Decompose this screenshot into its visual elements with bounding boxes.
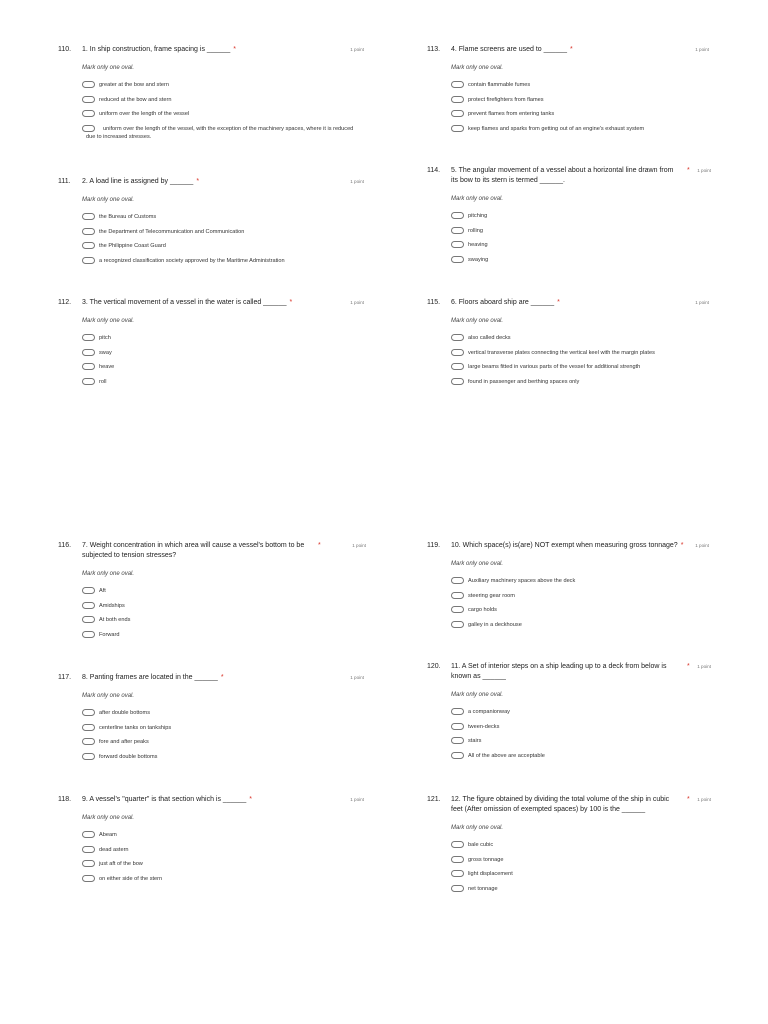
option-label: Amidships <box>99 602 125 609</box>
radio-oval[interactable] <box>451 125 464 132</box>
question-number: 110. <box>58 46 72 53</box>
question-number: 115. <box>427 299 441 306</box>
question-121 <box>427 795 711 899</box>
radio-oval[interactable] <box>451 241 464 248</box>
required-asterisk: * <box>557 299 560 306</box>
question-text: 1. In ship construction, frame spacing is ______ <box>82 46 231 53</box>
option-label: pitch <box>99 335 111 341</box>
question-header <box>58 298 364 308</box>
points-label: 1 point <box>695 543 709 548</box>
option-label: forward double bottoms <box>99 753 158 760</box>
option-label: Aft <box>99 588 106 594</box>
option-label: the Bureau of Customs <box>99 214 157 220</box>
option-label: Auxiliary machinery spaces above the deck <box>468 578 576 584</box>
radio-oval[interactable] <box>82 753 95 760</box>
option[interactable] <box>451 334 709 342</box>
option-label: All of the above are acceptable <box>468 752 545 759</box>
required-asterisk: * <box>687 796 690 803</box>
question-number: 114. <box>427 167 441 174</box>
option[interactable] <box>82 81 364 89</box>
radio-oval[interactable] <box>82 242 95 249</box>
option[interactable] <box>82 349 364 357</box>
option-label: cargo holds <box>468 607 497 614</box>
radio-oval[interactable] <box>451 96 464 103</box>
question-text: 11. A Set of interior steps on a ship leading up to a deck from below is known as ______ <box>451 663 667 680</box>
question-header <box>427 662 711 682</box>
required-asterisk: * <box>233 46 236 53</box>
points-label: 1 point <box>697 168 711 173</box>
radio-oval[interactable] <box>451 378 464 385</box>
required-asterisk: * <box>196 178 200 185</box>
option-label: prevent flames from entering tanks <box>468 111 555 118</box>
question-113 <box>427 45 709 139</box>
option[interactable] <box>82 631 364 639</box>
option-label: At both ends <box>99 617 131 624</box>
radio-oval[interactable] <box>82 831 95 838</box>
option[interactable] <box>451 96 709 104</box>
question-112 <box>58 298 364 392</box>
instruction: Mark only one oval. <box>82 693 135 699</box>
option-label: centerline tanks on tankships <box>99 724 172 731</box>
option-label: reduced at the bow and stern <box>99 96 172 103</box>
option[interactable] <box>82 602 364 610</box>
option[interactable] <box>82 738 364 746</box>
option-label: roll <box>99 378 107 385</box>
question-120 <box>427 662 711 766</box>
question-110 <box>58 45 364 147</box>
option-label: light displacement <box>468 871 513 878</box>
required-asterisk: * <box>289 299 293 306</box>
radio-oval[interactable] <box>82 875 95 882</box>
option-label: steering gear room <box>468 592 515 599</box>
points-label: 1 point <box>697 664 711 669</box>
question-111 <box>58 177 364 271</box>
radio-oval[interactable] <box>451 606 464 613</box>
radio-oval[interactable] <box>451 110 464 117</box>
option[interactable] <box>82 831 364 839</box>
option[interactable] <box>82 753 364 761</box>
option-label: the Department of Telecommunication and Communication <box>99 228 245 235</box>
question-text: 10. Which space(s) is(are) NOT exempt when measuring gross tonnage? <box>451 542 678 549</box>
option-label: a companionway <box>468 709 510 715</box>
option[interactable] <box>451 723 709 731</box>
radio-oval[interactable] <box>82 125 95 132</box>
option-label: heave <box>99 364 115 371</box>
instruction: Mark only one oval. <box>82 571 135 577</box>
option[interactable] <box>82 110 364 118</box>
question-header <box>427 795 711 815</box>
option-label: fore and after peaks <box>99 739 149 746</box>
option[interactable] <box>451 256 709 264</box>
option[interactable] <box>82 846 364 854</box>
option-label: large beams fitted in various parts of the vessel for additional strength <box>468 364 641 371</box>
radio-oval[interactable] <box>82 81 95 88</box>
required-asterisk: * <box>249 796 253 803</box>
option[interactable] <box>82 96 364 104</box>
question-114 <box>427 166 711 270</box>
radio-oval[interactable] <box>82 378 95 385</box>
question-number: 117. <box>58 674 72 681</box>
radio-oval[interactable] <box>82 334 95 341</box>
question-text: 7. Weight concentration in which area will cause a vessel's bottom to be subjected to tension stresses? <box>82 542 305 559</box>
option-label: greater at the bow and stern <box>99 82 169 88</box>
radio-oval[interactable] <box>82 724 95 731</box>
radio-oval[interactable] <box>451 212 464 219</box>
option[interactable] <box>451 621 709 629</box>
option[interactable] <box>451 349 709 357</box>
points-label: 1 point <box>695 47 709 52</box>
option[interactable] <box>82 257 364 265</box>
option[interactable] <box>82 709 364 717</box>
option-label: a recognized classification society approved by the Maritime Administration <box>99 257 285 264</box>
instruction: Mark only one oval. <box>82 815 135 821</box>
question-header <box>427 45 709 55</box>
radio-oval[interactable] <box>82 96 95 103</box>
required-asterisk: * <box>680 542 684 549</box>
points-label: 1 point <box>695 300 709 305</box>
points-label: 1 point <box>350 47 364 52</box>
required-asterisk: * <box>318 542 321 549</box>
option[interactable] <box>451 125 709 133</box>
question-header <box>58 673 364 683</box>
option[interactable] <box>451 363 709 371</box>
radio-oval[interactable] <box>82 213 95 220</box>
radio-oval[interactable] <box>82 846 95 853</box>
option-label: just aft of the bow <box>99 861 143 868</box>
option[interactable] <box>451 841 709 849</box>
option[interactable] <box>82 334 364 342</box>
option-label: after double bottoms <box>99 710 150 716</box>
option-label: swaying <box>468 256 489 263</box>
question-number: 119. <box>427 542 441 549</box>
option[interactable] <box>451 737 709 745</box>
option[interactable] <box>82 587 364 595</box>
instruction: Mark only one oval. <box>451 561 504 567</box>
option-label: rolling <box>468 227 483 234</box>
points-label: 1 point <box>350 179 364 184</box>
option[interactable] <box>451 592 709 600</box>
instruction: Mark only one oval. <box>82 65 135 71</box>
option[interactable] <box>451 606 709 614</box>
required-asterisk: * <box>687 663 690 670</box>
option[interactable] <box>451 212 709 220</box>
radio-oval[interactable] <box>451 841 464 848</box>
option-label: protect firefighters from flames <box>468 96 544 103</box>
option[interactable] <box>82 228 364 236</box>
radio-oval[interactable] <box>82 709 95 716</box>
radio-oval[interactable] <box>451 708 464 715</box>
radio-oval[interactable] <box>451 577 464 584</box>
option-label: uniform over the length of the vessel, with the exception of the machinery spaces, where it is reduced due to increased stresses. <box>86 125 354 140</box>
question-text: 8. Panting frames are located in the ______ <box>82 674 218 681</box>
option[interactable] <box>82 378 364 386</box>
option[interactable] <box>82 213 364 221</box>
question-text: 12. The figure obtained by dividing the total volume of the ship in cubic feet (After omission of exempted spaces) by 100 is the ______ <box>451 796 670 813</box>
radio-oval[interactable] <box>451 885 464 892</box>
radio-oval[interactable] <box>451 81 464 88</box>
radio-oval[interactable] <box>451 227 464 234</box>
option[interactable] <box>451 227 709 235</box>
question-number: 118. <box>58 796 72 803</box>
option[interactable] <box>451 81 709 89</box>
option[interactable] <box>82 616 364 624</box>
radio-oval[interactable] <box>82 631 95 638</box>
radio-oval[interactable] <box>451 723 464 730</box>
instruction: Mark only one oval. <box>451 825 504 831</box>
option-label: pitching <box>468 213 488 219</box>
question-118 <box>58 795 364 889</box>
radio-oval[interactable] <box>451 752 464 759</box>
option[interactable] <box>451 110 709 118</box>
required-asterisk: * <box>569 46 573 53</box>
option-label: vertical transverse plates connecting the vertical keel with the margin plates <box>468 349 655 356</box>
radio-oval[interactable] <box>451 256 464 263</box>
question-number: 121. <box>427 796 441 803</box>
radio-oval[interactable] <box>82 363 95 370</box>
radio-oval[interactable] <box>82 110 95 117</box>
question-header <box>427 166 711 186</box>
instruction: Mark only one oval. <box>451 692 504 698</box>
question-116 <box>58 541 366 645</box>
option-label: tween-decks <box>468 723 500 730</box>
radio-oval[interactable] <box>451 856 464 863</box>
question-number: 120. <box>427 663 441 670</box>
option[interactable] <box>82 242 364 250</box>
question-number: 113. <box>427 46 441 53</box>
points-label: 1 point <box>697 797 711 802</box>
question-header <box>58 795 364 805</box>
instruction: Mark only one oval. <box>451 65 504 71</box>
option-label: uniform over the length of the vessel <box>99 111 190 118</box>
radio-oval[interactable] <box>82 860 95 867</box>
question-119 <box>427 541 709 635</box>
question-text: 3. The vertical movement of a vessel in the water is called ______ <box>82 299 287 306</box>
radio-oval[interactable] <box>82 257 95 264</box>
points-label: 1 point <box>352 543 366 548</box>
question-text: 2. A load line is assigned by ______ <box>82 178 194 185</box>
option[interactable] <box>82 875 364 883</box>
radio-oval[interactable] <box>82 587 95 594</box>
radio-oval[interactable] <box>451 349 464 356</box>
question-header <box>58 541 366 561</box>
question-text: 6. Floors aboard ship are ______ <box>451 299 555 306</box>
radio-oval[interactable] <box>82 602 95 609</box>
radio-oval[interactable] <box>451 737 464 744</box>
option-label: keep flames and sparks from getting out of an engine's exhaust system <box>468 125 645 132</box>
question-115 <box>427 298 709 392</box>
option-label: on either side of the stern <box>99 875 163 882</box>
question-header <box>58 177 364 187</box>
radio-oval[interactable] <box>451 592 464 599</box>
radio-oval[interactable] <box>82 616 95 623</box>
question-number: 112. <box>58 299 72 306</box>
option[interactable] <box>451 708 709 716</box>
option[interactable] <box>451 856 709 864</box>
option[interactable] <box>451 577 709 585</box>
radio-oval[interactable] <box>451 621 464 628</box>
radio-oval[interactable] <box>451 870 464 877</box>
option[interactable] <box>82 860 364 868</box>
radio-oval[interactable] <box>451 334 464 341</box>
points-label: 1 point <box>350 300 364 305</box>
option-label: stairs <box>468 738 482 745</box>
question-header <box>427 541 709 551</box>
option-label: sway <box>99 349 112 356</box>
option[interactable] <box>82 724 364 732</box>
required-asterisk: * <box>220 674 224 681</box>
points-label: 1 point <box>350 675 364 680</box>
radio-oval[interactable] <box>82 228 95 235</box>
question-number: 111. <box>58 178 71 185</box>
option-label: dead astern <box>99 846 129 853</box>
question-text: 9. A vessel's "quarter" is that section which is ______ <box>82 796 247 803</box>
question-header <box>427 298 709 308</box>
option[interactable] <box>451 752 709 760</box>
question-117 <box>58 673 364 767</box>
required-asterisk: * <box>687 167 690 174</box>
option[interactable] <box>451 241 709 249</box>
instruction: Mark only one oval. <box>451 196 504 202</box>
instruction: Mark only one oval. <box>451 318 504 324</box>
option-label: also called decks <box>468 335 511 341</box>
option[interactable] <box>82 125 364 141</box>
instruction: Mark only one oval. <box>82 318 135 324</box>
option[interactable] <box>451 885 709 893</box>
option[interactable] <box>82 363 364 371</box>
points-label: 1 point <box>350 797 364 802</box>
option-label: Abeam <box>99 832 117 838</box>
option-label: the Philippine Coast Guard <box>99 243 166 250</box>
option-label: contain flammable fumes <box>468 82 531 88</box>
instruction: Mark only one oval. <box>82 197 135 203</box>
option-label: found in passenger and berthing spaces only <box>468 378 580 385</box>
question-text: 4. Flame screens are used to ______ <box>451 46 567 53</box>
option-label: heaving <box>468 242 488 249</box>
question-header <box>58 45 364 55</box>
option-label: gross tonnage <box>468 856 504 863</box>
question-number: 116. <box>58 542 72 549</box>
radio-oval[interactable] <box>82 349 95 356</box>
option[interactable] <box>451 870 709 878</box>
radio-oval[interactable] <box>82 738 95 745</box>
option-label: Forward <box>99 631 120 638</box>
question-text: 5. The angular movement of a vessel about a horizontal line drawn from its bow to its stern is termed ______. <box>451 167 674 184</box>
option-label: bale cubic <box>468 842 494 848</box>
option[interactable] <box>451 378 709 386</box>
option-label: net tonnage <box>468 885 498 892</box>
radio-oval[interactable] <box>451 363 464 370</box>
option-label: galley in a deckhouse <box>468 621 522 628</box>
